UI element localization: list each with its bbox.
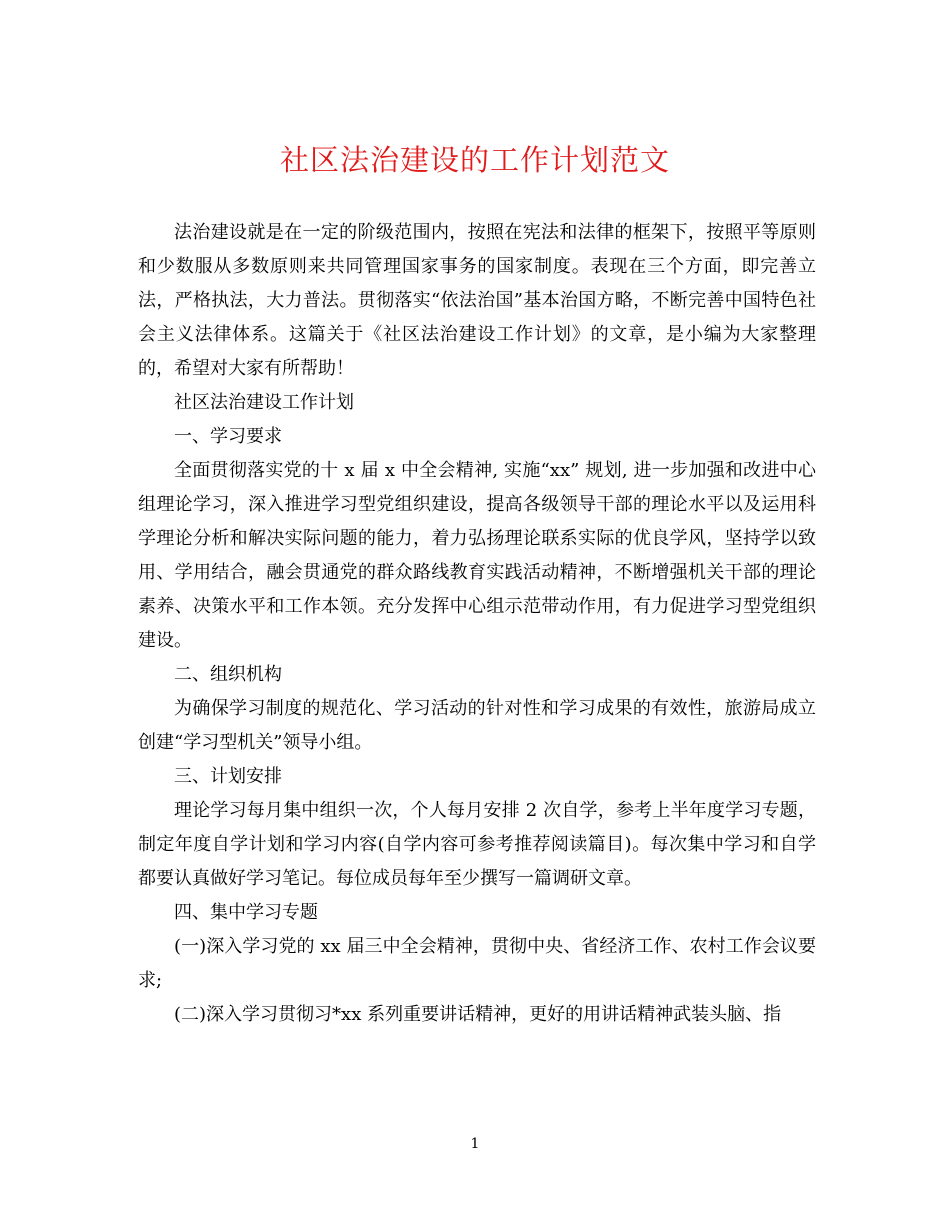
paragraph-schedule: 理论学习每月集中组织一次，个人每月安排 2 次自学，参考上半年度学习专题，制定年度自学计划和学习内容(自学内容可参考推荐阅读篇目)。每次集中学习和自学都要认真做好学习笔记。每位成员每年至少撰写一篇调研文章。 (138, 800, 816, 889)
section-heading-organization: 二、组织机构 (174, 664, 282, 685)
section-heading-study-requirements: 一、学习要求 (174, 426, 282, 447)
section-heading-schedule: 三、计划安排 (174, 766, 282, 787)
section-heading-topics: 四、集中学习专题 (174, 902, 318, 923)
paragraph-study-requirements: 全面贯彻落实党的十 x 届 x 中全会精神, 实施“xx” 规划, 进一步加强和改进中心组理论学习，深入推进学习型党组织建设，提高各级领导干部的理论水平以及运用科学理论分析和解决实际问题的能力，着力弘扬理论联系实际的优良学风，坚持学以致用、学用结合，融会贯通党的群众路线教育实践活动精神，不断增强机关干部的理论素养、决策水平和工作本领。充分发挥中心组示范带动作用，有力促进学习型党组织建设。 (138, 460, 816, 651)
list-item-topic-2: (二)深入学习贯彻习*xx 系列重要讲话精神，更好的用讲话精神武装头脑、指 (174, 1004, 782, 1025)
plan-heading: 社区法治建设工作计划 (174, 392, 354, 413)
document-title: 社区法治建设的工作计划范文 (279, 143, 670, 177)
document-body (138, 216, 816, 1032)
paragraph-intro: 法治建设就是在一定的阶级范围内，按照在宪法和法律的框架下，按照平等原则和少数服从多数原则来共同管理国家事务的国家制度。表现在三个方面，即完善立法，严格执法，大力普法。贯彻落实“依法治国”基本治国方略，不断完善中国特色社会主义法律体系。这篇关于《社区法治建设工作计划》的文章，是小编为大家整理的，希望对大家有所帮助！ (138, 222, 816, 379)
list-item-topic-1: (一)深入学习党的 xx 届三中全会精神，贯彻中央、省经济工作、农村工作会议要求; (138, 936, 816, 991)
paragraph-organization: 为确保学习制度的规范化、学习活动的针对性和学习成果的有效性，旅游局成立创建“学习型机关”领导小组。 (138, 698, 816, 753)
page-number: 1 (470, 1136, 480, 1152)
